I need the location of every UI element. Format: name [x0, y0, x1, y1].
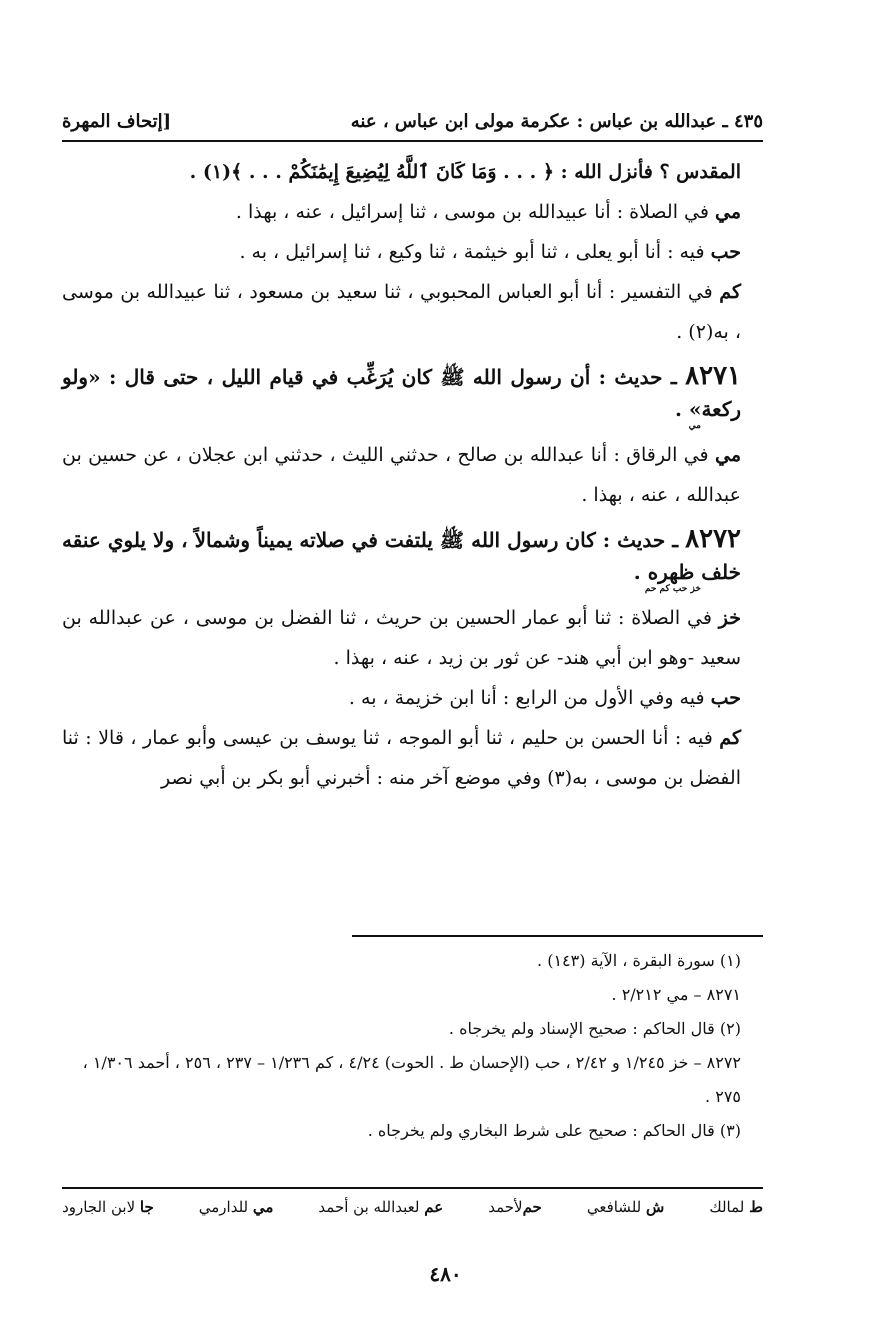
running-header [62, 92, 763, 132]
source-abbr: مي [714, 444, 741, 466]
paragraph-1: المقدس ؟ فأنزل الله : ﴿ . . . وَمَا كَانَ ٱللَّهُ لِيُضِيعَ إِيمَٰنَكُمْ . . . ﴾(١) . [189, 161, 741, 183]
paragraph-3: حب فيه : أنا أبو يعلى ، ثنا أبو خيثمة ، ثنا وكيع ، ثنا إسرائيل ، به . [239, 241, 741, 263]
footnote: (٢) قال الحاكم : صحيح الإسناد ولم يخرجاه . [448, 1019, 741, 1038]
source-abbr: كم [719, 727, 741, 749]
paragraph-4: كم في التفسير : أنا أبو العباس المحبوبي ، ثنا سعيد بن مسعود ، ثنا عبيدالله بن موسى ، به(٢) . [62, 281, 741, 343]
legend-item: ش للشافعي [586, 1198, 665, 1216]
hadith-8272: ٨٢٧٢ ـ حديث : كان رسول الله ﷺ يلتفت في صلاته يميناً وشمالاً ، ولا يلوي عنقه خلف ظهره . خز حب كم حم [62, 524, 741, 594]
main-text [62, 152, 741, 798]
header-chapter-title: ٤٣٥ ـ عبدالله بن عباس : عكرمة مولى ابن عباس ، عنه [350, 111, 763, 132]
paragraph-7: حب فيه وفي الأول من الرابع : أنا ابن خزيمة ، به . [348, 687, 741, 709]
source-sigla: خز حب كم حم [644, 584, 701, 594]
hadith-number: ٨٢٧٢ [685, 524, 741, 554]
legend-item: ط لمالك [709, 1198, 763, 1216]
legend-item: حملأحمد [488, 1198, 542, 1216]
header-book-title: [إتحاف المهرة [62, 111, 172, 132]
paragraph-6: خز في الصلاة : ثنا أبو عمار الحسين بن حريث ، ثنا الفضل بن موسى ، عن عبدالله بن سعيد -وهو ابن أبي هند- عن ثور بن زيد ، عنه ، بهذا . [62, 607, 741, 669]
source-sigla: مي [688, 421, 701, 431]
footnote: (١) سورة البقرة ، الآية (١٤٣) . [537, 951, 741, 970]
source-abbr: حب [710, 241, 741, 263]
source-abbr: مي [714, 201, 741, 223]
abbreviation-legend [62, 1198, 763, 1216]
footnote-rule [352, 935, 763, 937]
source-abbr: حب [710, 687, 741, 709]
hadith-number: ٨٢٧١ [685, 361, 741, 391]
footnote: (٣) قال الحاكم : صحيح على شرط البخاري ولم يخرجاه . [367, 1121, 741, 1140]
hadith-8271: ٨٢٧١ ـ حديث : أن رسول الله ﷺ كان يُرَغِّب في قيام الليل ، حتى قال : «ولو ركعة» . مي [62, 361, 741, 431]
source-abbr: كم [719, 281, 741, 303]
footnotes [62, 944, 741, 1148]
legend-item: مي للدارمي [198, 1198, 274, 1216]
footnote: ٨٢٧٢ – خز ١/٢٤٥ و ٢/٤٢ ، حب (الإحسان ط . الحوت) ٤/٢٤ ، كم ١/٢٣٦ – ٢٣٧ ، ٢٥٦ ، أحمد ١/٣٠٦ ، ٢٧٥ . [82, 1053, 741, 1106]
paragraph-8: كم فيه : أنا الحسن بن حليم ، ثنا أبو الموجه ، ثنا يوسف بن عيسى وأبو عمار ، قالا : ثنا الفضل بن موسى ، به(٣) وفي موضع آخر منه : أخبرني أبو بكر بن أبي نصر [62, 727, 741, 789]
page-number: ٤٨٠ [429, 1262, 462, 1286]
legend-item: جا لابن الجارود [62, 1198, 154, 1216]
paragraph-5: مي في الرقاق : أنا عبدالله بن صالح ، حدثني الليث ، حدثني ابن عجلان ، عن حسين بن عبدالله ، عنه ، بهذا . [62, 444, 741, 506]
header-rule [62, 140, 763, 142]
source-abbr: خز [718, 607, 741, 629]
legend-rule [62, 1187, 763, 1189]
paragraph-2: مي في الصلاة : أنا عبيدالله بن موسى ، ثنا إسرائيل ، عنه ، بهذا . [235, 201, 741, 223]
legend-item: عم لعبدالله بن أحمد [318, 1198, 444, 1216]
footnote: ٨٢٧١ – مي ٢/٢١٢ . [611, 985, 741, 1004]
